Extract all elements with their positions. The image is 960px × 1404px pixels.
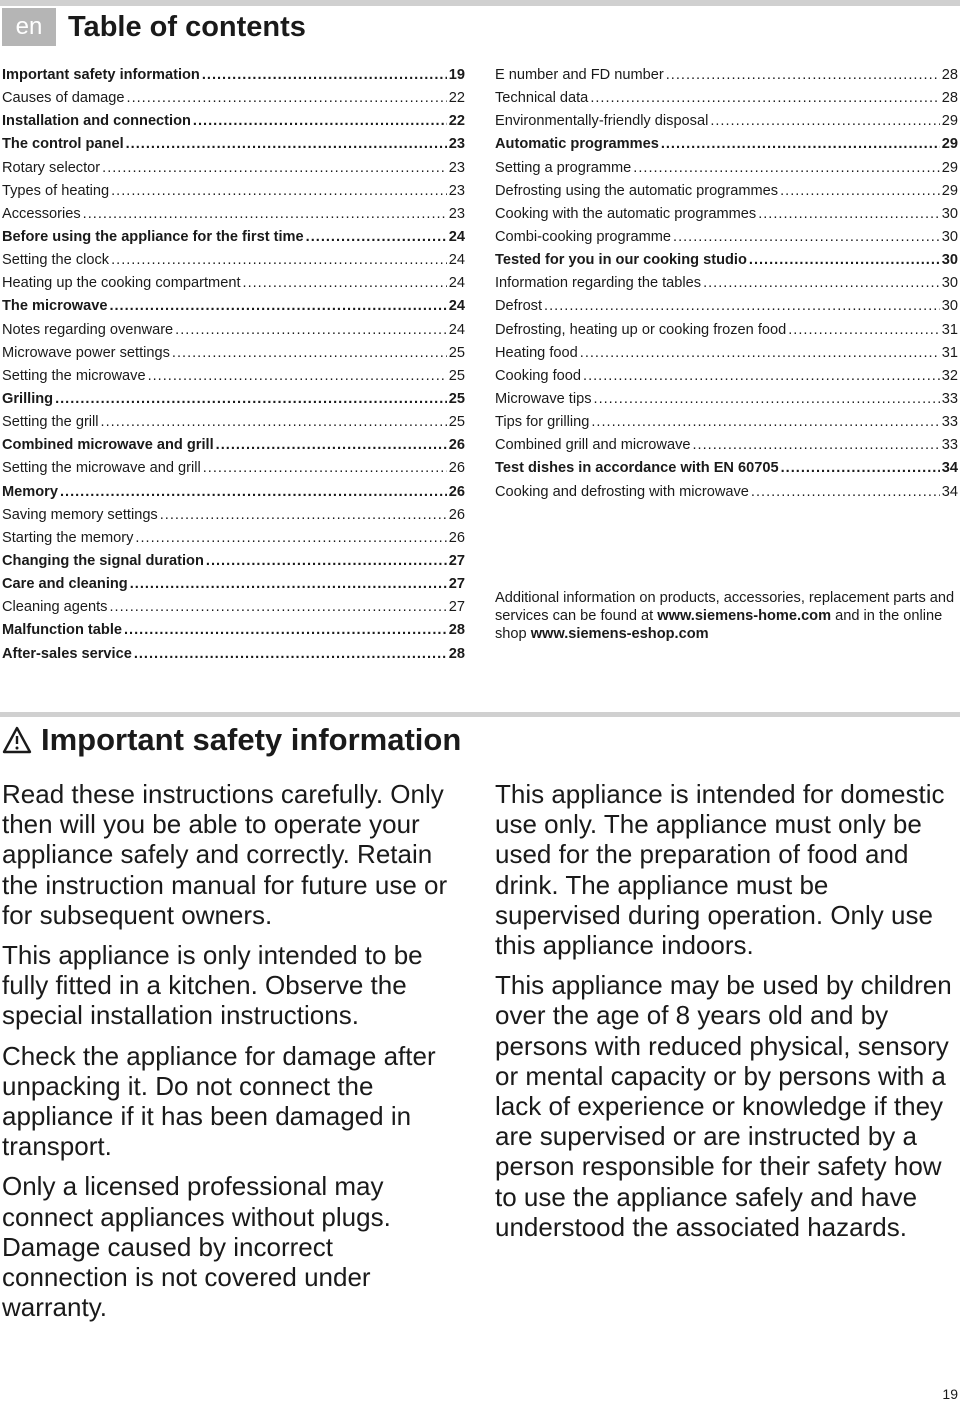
section-divider (0, 712, 960, 717)
toc-entry[interactable] (2, 113, 465, 136)
toc-entry[interactable] (2, 437, 465, 460)
toc-entry-title: Cooking and defrosting with microwave (495, 483, 749, 500)
safety-paragraph: Only a licensed professional may connect appliances without plugs. Damage caused by incorrect connection is not covered under warranty. (2, 1171, 391, 1323)
toc-leader-dots (193, 113, 447, 129)
toc-leader-dots (134, 646, 447, 662)
toc-entry-page: 33 (941, 437, 958, 454)
toc-entry[interactable] (2, 160, 465, 183)
toc-entry-title: After-sales service (2, 645, 132, 662)
toc-entry[interactable] (2, 345, 465, 368)
toc-entry-page: 25 (448, 414, 465, 431)
toc-entry-title: Combined microwave and grill (2, 437, 214, 454)
toc-entry[interactable] (2, 484, 465, 507)
toc-entry[interactable] (2, 229, 465, 252)
toc-entry-page: 30 (941, 228, 958, 245)
toc-entry-title: Defrosting, heating up or cooking frozen food (495, 321, 787, 338)
toc-entry-page: 25 (448, 390, 465, 407)
toc-leader-dots (101, 414, 447, 430)
toc-entry-page: 27 (448, 599, 465, 616)
toc-entry-page: 31 (941, 344, 958, 361)
toc-entry[interactable] (2, 576, 465, 599)
toc-entry-page: 26 (448, 460, 465, 477)
toc-leader-dots (216, 437, 447, 453)
toc-entry[interactable] (495, 136, 958, 159)
toc-entry-page: 23 (448, 205, 465, 222)
toc-entry-page: 34 (941, 460, 958, 477)
toc-entry-title: Setting the clock (2, 252, 110, 269)
toc-entry-page: 31 (941, 321, 958, 338)
toc-entry-title: The control panel (2, 136, 124, 153)
toc-entry[interactable] (495, 90, 958, 113)
toc-entry-title: Defrosting using the automatic programmes (495, 182, 779, 199)
toc-entry-title: Causes of damage (2, 90, 125, 107)
toc-leader-dots (633, 160, 939, 176)
toc-entry-page: 24 (448, 321, 465, 338)
page-title: Table of contents (68, 11, 306, 43)
toc-entry[interactable] (495, 275, 958, 298)
toc-entry-title: Cleaning agents (2, 599, 108, 616)
toc-entry[interactable] (2, 507, 465, 530)
toc-entry[interactable] (2, 599, 465, 622)
toc-entry[interactable] (2, 252, 465, 275)
toc-leader-dots (692, 437, 939, 453)
toc-entry-title: Setting the grill (2, 414, 99, 431)
toc-entry[interactable] (495, 460, 958, 483)
toc-leader-dots (666, 67, 940, 83)
safety-left-column (2, 779, 462, 1332)
additional-info-text-2: and in the online shop (495, 608, 943, 642)
toc-leader-dots (544, 298, 940, 314)
toc-leader-dots (203, 460, 447, 476)
toc-leader-dots (661, 136, 940, 152)
toc-leader-dots (710, 113, 939, 129)
toc-entry[interactable] (2, 553, 465, 576)
toc-leader-dots (130, 576, 447, 592)
safety-paragraph: Check the appliance for damage after unpacking it. Do not connect the appliance if it has been damaged in transport. (2, 1040, 436, 1162)
toc-leader-dots (594, 391, 940, 407)
top-rule (0, 0, 960, 6)
toc-entry[interactable] (495, 206, 958, 229)
toc-entry-page: 25 (448, 344, 465, 361)
toc-entry-title: Environmentally-friendly disposal (495, 113, 709, 130)
toc-entry-title: Changing the signal duration (2, 552, 204, 569)
toc-entry-title: Memory (2, 483, 58, 500)
toc-leader-dots (202, 67, 447, 83)
toc-leader-dots (109, 298, 446, 314)
toc-entry-title: Starting the memory (2, 529, 134, 546)
toc-entry[interactable] (2, 322, 465, 345)
toc-left-column (2, 67, 465, 669)
toc-entry-title: Care and cleaning (2, 576, 128, 593)
toc-entry[interactable] (495, 368, 958, 391)
toc-leader-dots (102, 160, 447, 176)
toc-leader-dots (591, 414, 939, 430)
toc-entry-title: Microwave tips (495, 390, 592, 407)
toc-entry[interactable] (2, 183, 465, 206)
toc-leader-dots (127, 90, 447, 106)
toc-leader-dots (781, 460, 940, 476)
toc-entry-title: Installation and connection (2, 113, 191, 130)
toc-entry[interactable] (2, 90, 465, 113)
toc-entry[interactable] (495, 67, 958, 90)
toc-entry[interactable] (495, 322, 958, 345)
toc-entry[interactable] (495, 391, 958, 414)
toc-entry-title: Information regarding the tables (495, 275, 702, 292)
toc-leader-dots (243, 275, 447, 291)
toc-entry-title: Rotary selector (2, 159, 101, 176)
toc-leader-dots (109, 599, 446, 615)
safety-paragraph: This appliance may be used by children over the age of 8 years old and by persons with reduced physical, sensory or mental capacity or by persons with a lack of experience or knowledge if they are supervised or are instructed by a person responsible for their safety how to use the appliance safely and have understood the associated hazards. (495, 970, 952, 1242)
toc-entry-title: Malfunction table (2, 622, 122, 639)
toc-leader-dots (703, 275, 940, 291)
toc-entry-page: 30 (941, 275, 958, 292)
toc-entry-page: 30 (941, 205, 958, 222)
toc-entry-title: Types of heating (2, 182, 110, 199)
toc-entry-title: Setting a programme (495, 159, 632, 176)
toc-entry-title: Test dishes in accordance with EN 60705 (495, 460, 779, 477)
toc-entry[interactable] (2, 275, 465, 298)
toc-entry-page: 32 (941, 367, 958, 384)
toc-entry-page: 24 (448, 228, 465, 245)
toc-entry-page: 26 (448, 529, 465, 546)
toc-leader-dots (126, 136, 447, 152)
toc-entry-page: 24 (448, 252, 465, 269)
toc-entry[interactable] (495, 414, 958, 437)
toc-entry[interactable] (2, 530, 465, 553)
toc-entry[interactable] (495, 113, 958, 136)
toc-entry-page: 26 (448, 506, 465, 523)
toc-entry-page: 22 (448, 113, 465, 130)
toc-entry-page: 24 (448, 275, 465, 292)
toc-entry-title: Tested for you in our cooking studio (495, 252, 747, 269)
toc-entry-title: Defrost (495, 298, 543, 315)
toc-entry-title: Notes regarding ovenware (2, 321, 174, 338)
toc-entry[interactable] (495, 160, 958, 183)
toc-entry[interactable] (2, 460, 465, 483)
toc-leader-dots (749, 252, 940, 268)
toc-entry-title: Tips for grilling (495, 414, 590, 431)
toc-leader-dots (583, 368, 940, 384)
siemens-home-link[interactable]: www.siemens-home.com (657, 608, 832, 624)
toc-entry[interactable] (2, 646, 465, 669)
toc-entry-page: 29 (941, 182, 958, 199)
toc-entry-title: Combined grill and microwave (495, 437, 691, 454)
toc-entry[interactable] (495, 252, 958, 275)
toc-entry-page: 33 (941, 414, 958, 431)
toc-entry-page: 27 (448, 576, 465, 593)
toc-leader-dots (590, 90, 939, 106)
toc-entry-page: 28 (448, 645, 465, 662)
toc-entry[interactable] (2, 622, 465, 645)
language-badge: en (2, 8, 56, 46)
toc-entry-title: Accessories (2, 205, 81, 222)
toc-right-column (495, 67, 958, 507)
toc-leader-dots (751, 484, 940, 500)
additional-info-text: Additional information on products, accessories, replacement parts and services can be found at (495, 590, 955, 624)
toc-entry-page: 19 (448, 67, 465, 83)
toc-leader-dots (148, 368, 447, 384)
toc-entry-title: Saving memory settings (2, 506, 158, 523)
toc-entry-title: The microwave (2, 298, 108, 315)
toc-entry-title: Heating food (495, 344, 578, 361)
toc-entry-page: 29 (941, 136, 958, 153)
toc-entry-title: Cooking food (495, 367, 582, 384)
toc-entry-page: 28 (941, 90, 958, 107)
toc-entry[interactable] (2, 206, 465, 229)
toc-entry[interactable] (495, 484, 958, 507)
toc-entry-page: 27 (448, 552, 465, 569)
toc-entry-title: Grilling (2, 390, 54, 407)
additional-info (495, 589, 958, 643)
toc-leader-dots (580, 345, 940, 361)
toc-leader-dots (206, 553, 447, 569)
toc-entry-page: 29 (941, 159, 958, 176)
page-number: 19 (942, 1386, 958, 1402)
toc-entry-page: 23 (448, 136, 465, 153)
toc-leader-dots (758, 206, 940, 222)
toc-entry-title: Heating up the cooking compartment (2, 275, 241, 292)
toc-entry-page: 23 (448, 182, 465, 199)
toc-entry[interactable] (2, 298, 465, 321)
toc-entry[interactable] (2, 391, 465, 414)
toc-entry-page: 22 (448, 90, 465, 107)
toc-entry-title: Technical data (495, 90, 589, 107)
toc-entry[interactable] (495, 183, 958, 206)
safety-paragraph: Read these instructions carefully. Only then will you be able to operate your appliance safely and correctly. Retain the instruction manual for future use or for subsequent owners. (2, 779, 448, 930)
toc-leader-dots (780, 183, 940, 199)
toc-entry-page: 34 (941, 483, 958, 500)
toc-entry-page: 26 (448, 483, 465, 500)
toc-entry-page: 28 (448, 622, 465, 639)
toc-entry[interactable] (2, 368, 465, 391)
safety-paragraph: This appliance is only intended to be fully fitted in a kitchen. Observe the special installation instructions. (2, 940, 423, 1031)
toc-leader-dots (160, 507, 447, 523)
toc-leader-dots (111, 252, 447, 268)
safety-right-column (495, 779, 955, 1252)
toc-entry-title: Setting the microwave (2, 367, 146, 384)
toc-entry-title: Automatic programmes (495, 136, 659, 153)
safety-section-title: Important safety information (41, 722, 462, 757)
toc-entry-page: 23 (448, 159, 465, 176)
toc-entry-page: 25 (448, 367, 465, 384)
toc-leader-dots (135, 530, 446, 546)
toc-leader-dots (175, 322, 447, 338)
toc-entry[interactable] (495, 298, 958, 321)
toc-entry-page: 30 (941, 298, 958, 315)
toc-entry[interactable] (2, 414, 465, 437)
toc-entry-page: 24 (448, 298, 465, 315)
toc-entry-title: Important safety information (2, 67, 200, 83)
safety-section-header (2, 718, 461, 762)
warning-triangle-icon (2, 726, 32, 754)
toc-entry-page: 30 (941, 252, 958, 269)
toc-entry[interactable] (2, 67, 465, 90)
toc-entry[interactable] (495, 345, 958, 368)
toc-leader-dots (306, 229, 447, 245)
toc-entry-title: Combi-cooking programme (495, 228, 672, 245)
toc-entry-page: 26 (448, 437, 465, 454)
siemens-eshop-link[interactable]: www.siemens-eshop.com (530, 626, 709, 642)
toc-entry[interactable] (495, 437, 958, 460)
toc-leader-dots (124, 622, 447, 638)
toc-leader-dots (111, 183, 447, 199)
toc-entry-title: Setting the microwave and grill (2, 460, 201, 477)
toc-entry-title: E number and FD number (495, 67, 664, 83)
toc-leader-dots (55, 391, 447, 407)
toc-entry-title: Before using the appliance for the first time (2, 228, 304, 245)
safety-paragraph: This appliance is intended for domestic use only. The appliance must only be used for the preparation of food and drink. The appliance must be supervised during operation. Only use this appliance indoors. (495, 779, 945, 961)
toc-leader-dots (60, 484, 447, 500)
toc-entry-page: 28 (941, 67, 958, 83)
toc-entry-page: 29 (941, 113, 958, 130)
toc-entry-page: 33 (941, 390, 958, 407)
toc-entry-title: Microwave power settings (2, 344, 170, 361)
toc-leader-dots (83, 206, 447, 222)
toc-leader-dots (172, 345, 447, 361)
toc-entry-title: Cooking with the automatic programmes (495, 205, 757, 222)
toc-entry[interactable] (2, 136, 465, 159)
toc-entry[interactable] (495, 229, 958, 252)
toc-leader-dots (788, 322, 940, 338)
toc-leader-dots (673, 229, 940, 245)
